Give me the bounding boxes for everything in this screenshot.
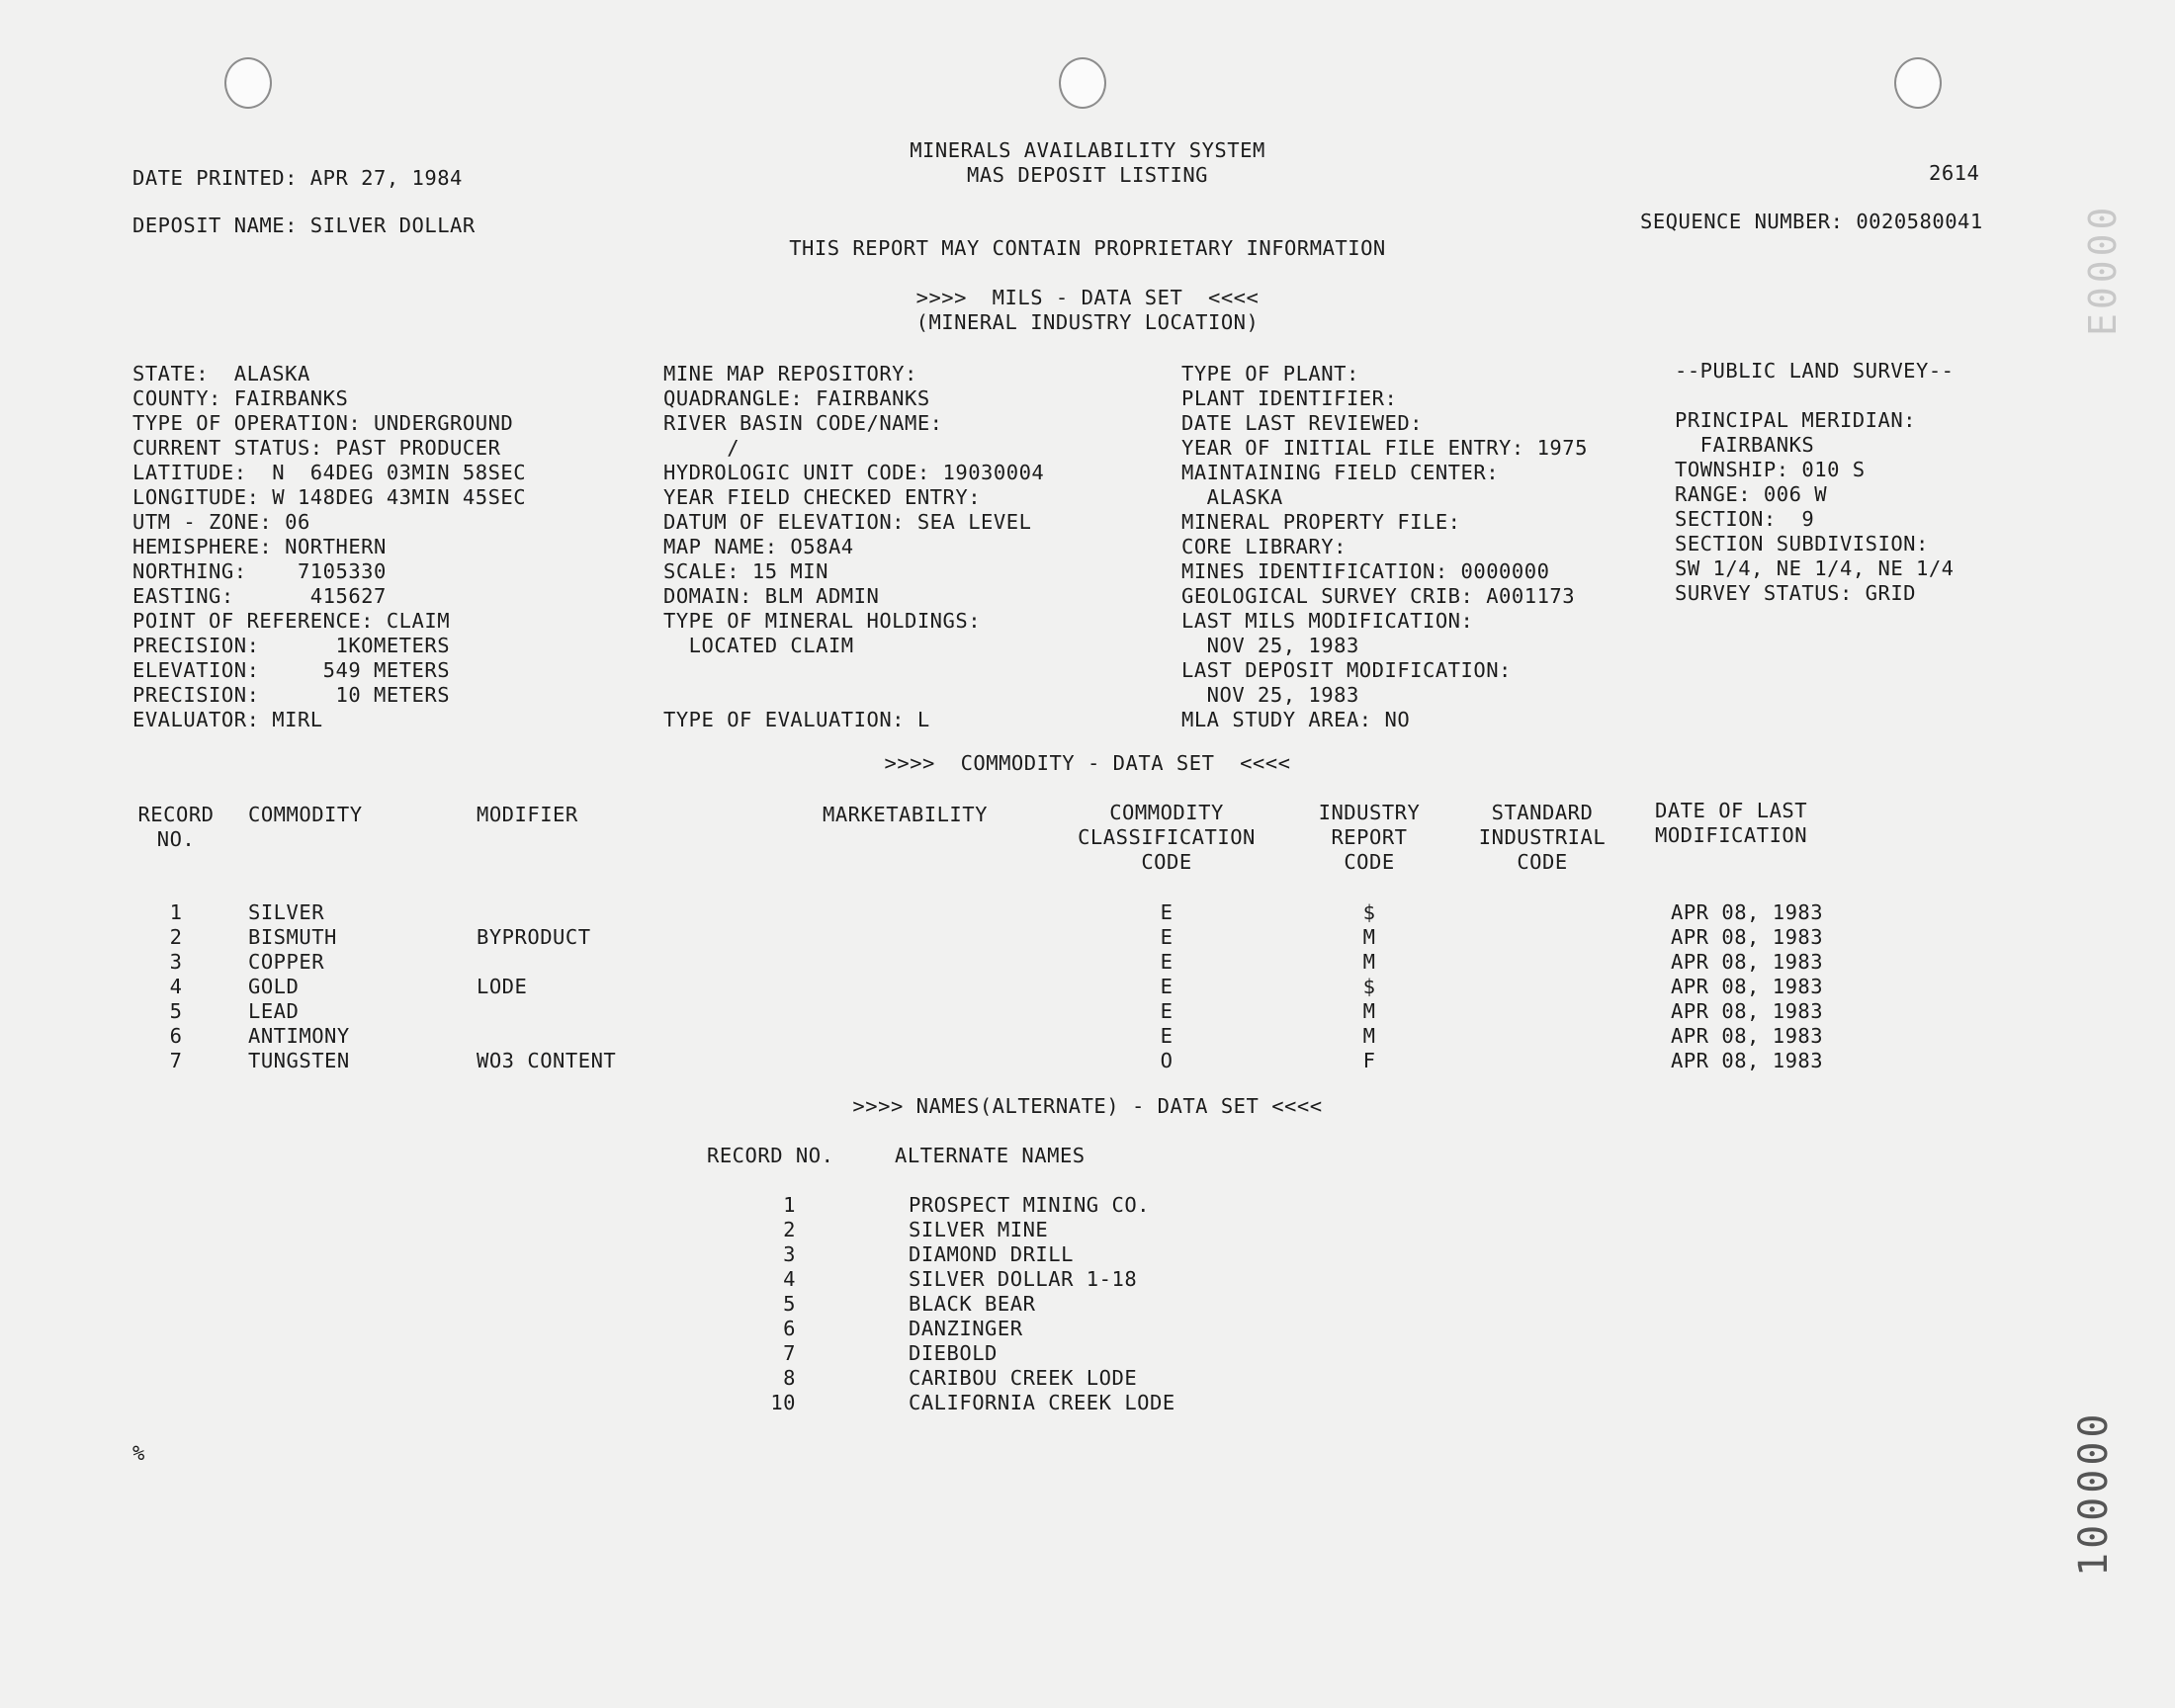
header-standard — [1458, 801, 1626, 875]
modifier-cell: LODE — [477, 975, 528, 998]
mils-map-line: MINE MAP REPOSITORY: — [663, 362, 917, 385]
mils-location-line: ELEVATION: 549 METERS — [132, 658, 451, 682]
mils-subheading: (MINERAL INDUSTRY LOCATION) — [915, 310, 1260, 334]
mils-file-line: MAINTAINING FIELD CENTER: — [1181, 461, 1500, 484]
record-no-cell: 4 — [169, 975, 183, 998]
names-header-record: RECORD NO. — [707, 1144, 834, 1167]
listing-title: MAS DEPOSIT LISTING — [967, 163, 1208, 187]
table-row — [0, 1024, 2175, 1049]
commodity-cell: BISMUTH — [248, 925, 337, 949]
land-survey-line: SURVEY STATUS: GRID — [1675, 581, 1916, 605]
alternate-name: BLACK BEAR — [909, 1292, 1036, 1316]
commodity-cell: ANTIMONY — [248, 1024, 350, 1048]
header-classification — [1048, 801, 1285, 875]
mils-map-line: SCALE: 15 MIN — [663, 559, 828, 583]
list-item — [0, 1366, 2175, 1391]
alternate-record-no: 3 — [783, 1242, 796, 1266]
header-commodity: COMMODITY — [248, 803, 363, 826]
alternate-name: PROSPECT MINING CO. — [909, 1193, 1150, 1217]
classification-code-cell: E — [1160, 999, 1174, 1023]
page-number: 2614 — [1929, 161, 1980, 185]
mils-map-line: / — [663, 436, 740, 460]
mils-location-line: LONGITUDE: W 148DEG 43MIN 45SEC — [132, 485, 527, 509]
header-classification-line2: CLASSIFICATION — [1078, 825, 1256, 849]
mils-map-line: DATUM OF ELEVATION: SEA LEVEL — [663, 510, 1032, 534]
industry-code-cell: $ — [1362, 975, 1376, 998]
mils-location-line: CURRENT STATUS: PAST PRODUCER — [132, 436, 501, 460]
alternate-record-no: 10 — [770, 1391, 796, 1414]
commodity-cell: LEAD — [248, 999, 300, 1023]
land-survey-line — [1675, 384, 1955, 408]
mils-map-line: LOCATED CLAIM — [663, 634, 854, 657]
classification-code-cell: E — [1160, 950, 1174, 974]
header-record — [127, 803, 225, 852]
mils-map-line: RIVER BASIN CODE/NAME: — [663, 411, 943, 435]
punch-hole-center — [1059, 57, 1106, 109]
table-row — [0, 975, 2175, 999]
alternate-record-no: 2 — [783, 1218, 796, 1241]
alternate-record-no: 4 — [783, 1267, 796, 1291]
classification-code-cell: E — [1160, 925, 1174, 949]
commodity-cell: TUNGSTEN — [248, 1049, 350, 1072]
mils-location-line: UTM - ZONE: 06 — [132, 510, 310, 534]
industry-code-cell: M — [1362, 950, 1376, 974]
list-item — [0, 1267, 2175, 1292]
mils-file-line: MINES IDENTIFICATION: 0000000 — [1181, 559, 1550, 583]
alternate-record-no: 8 — [783, 1366, 796, 1390]
record-no-cell: 1 — [169, 900, 183, 924]
percent-mark: % — [132, 1441, 145, 1465]
alternate-name: SILVER MINE — [909, 1218, 1049, 1241]
mils-location-line: COUNTY: FAIRBANKS — [132, 386, 349, 410]
mils-map-line — [663, 683, 1044, 708]
commodity-heading: >>>> COMMODITY - DATA SET <<<< — [884, 751, 1291, 775]
table-row — [0, 1049, 2175, 1073]
header-standard-line1: STANDARD — [1491, 801, 1594, 824]
mils-map-column — [663, 362, 1044, 732]
modification-date-cell: APR 08, 1983 — [1671, 1024, 1824, 1048]
record-no-cell: 7 — [169, 1049, 183, 1072]
punch-hole-right — [1894, 57, 1942, 109]
header-record-line1: RECORD — [137, 803, 215, 826]
record-no-cell: 2 — [169, 925, 183, 949]
header-record-line2: NO. — [156, 827, 196, 851]
mils-file-line: LAST MILS MODIFICATION: — [1181, 609, 1474, 633]
mils-heading: >>>> MILS - DATA SET <<<< — [915, 286, 1260, 309]
mils-map-line: MAP NAME: O58A4 — [663, 535, 854, 558]
record-no-cell: 6 — [169, 1024, 183, 1048]
header-date-line1: DATE OF LAST — [1655, 799, 1808, 822]
mils-location-line: NORTHING: 7105330 — [132, 559, 387, 583]
mils-map-line — [663, 658, 1044, 683]
land-survey-line: RANGE: 006 W — [1675, 482, 1828, 506]
list-item — [0, 1391, 2175, 1415]
mils-file-line: CORE LIBRARY: — [1181, 535, 1347, 558]
modifier-cell: BYPRODUCT — [477, 925, 591, 949]
mils-map-line: QUADRANGLE: FAIRBANKS — [663, 386, 930, 410]
classification-code-cell: E — [1160, 975, 1174, 998]
mils-map-line: TYPE OF MINERAL HOLDINGS: — [663, 609, 982, 633]
mils-location-column — [132, 362, 526, 732]
list-item — [0, 1242, 2175, 1267]
mils-file-line: PLANT IDENTIFIER: — [1181, 386, 1398, 410]
date-printed: DATE PRINTED: APR 27, 1984 — [132, 166, 463, 190]
mils-map-line: HYDROLOGIC UNIT CODE: 19030004 — [663, 461, 1045, 484]
classification-code-cell: E — [1160, 1024, 1174, 1048]
table-row — [0, 925, 2175, 950]
land-survey-line: --PUBLIC LAND SURVEY-- — [1675, 359, 1955, 383]
mils-location-line: PRECISION: 1KOMETERS — [132, 634, 451, 657]
commodity-cell: SILVER — [248, 900, 325, 924]
names-header-names: ALTERNATE NAMES — [895, 1144, 1086, 1167]
alternate-name: DIEBOLD — [909, 1341, 998, 1365]
header-industry — [1295, 801, 1443, 875]
public-land-survey-column — [1675, 359, 1955, 606]
alternate-name: CALIFORNIA CREEK LODE — [909, 1391, 1175, 1414]
record-no-cell: 5 — [169, 999, 183, 1023]
mils-file-line: ALASKA — [1181, 485, 1283, 509]
mils-file-line: TYPE OF PLANT: — [1181, 362, 1359, 385]
mils-file-column — [1181, 362, 1588, 732]
punch-hole-left — [224, 57, 272, 109]
table-row — [0, 950, 2175, 975]
alternate-name: DANZINGER — [909, 1317, 1023, 1340]
modification-date-cell: APR 08, 1983 — [1671, 1049, 1824, 1072]
land-survey-line: FAIRBANKS — [1675, 433, 1815, 457]
deposit-name: DEPOSIT NAME: SILVER DOLLAR — [132, 214, 476, 237]
list-item — [0, 1317, 2175, 1341]
mils-location-line: PRECISION: 10 METERS — [132, 683, 451, 707]
header-standard-line3: CODE — [1517, 850, 1568, 874]
industry-code-cell: M — [1362, 999, 1376, 1023]
mils-file-line: LAST DEPOSIT MODIFICATION: — [1181, 658, 1512, 682]
mils-location-line: TYPE OF OPERATION: UNDERGROUND — [132, 411, 514, 435]
table-row — [0, 900, 2175, 925]
alternate-record-no: 5 — [783, 1292, 796, 1316]
header-industry-line2: REPORT — [1331, 825, 1408, 849]
header-industry-line1: INDUSTRY — [1318, 801, 1421, 824]
modification-date-cell: APR 08, 1983 — [1671, 900, 1824, 924]
mils-map-line: TYPE OF EVALUATION: L — [663, 708, 930, 731]
header-classification-line3: CODE — [1141, 850, 1192, 874]
faint-side-stamp: E0000 — [2081, 203, 2125, 336]
header-industry-line3: CODE — [1344, 850, 1395, 874]
commodity-cell: COPPER — [248, 950, 325, 974]
alternate-record-no: 6 — [783, 1317, 796, 1340]
list-item — [0, 1193, 2175, 1218]
sequence-number: SEQUENCE NUMBER: 0020580041 — [1640, 210, 1983, 233]
list-item — [0, 1341, 2175, 1366]
mils-map-line: YEAR FIELD CHECKED ENTRY: — [663, 485, 982, 509]
names-heading: >>>> NAMES(ALTERNATE) - DATA SET <<<< — [852, 1094, 1323, 1118]
mils-file-line: MINERAL PROPERTY FILE: — [1181, 510, 1461, 534]
mils-location-line: LATITUDE: N 64DEG 03MIN 58SEC — [132, 461, 527, 484]
modification-date-cell: APR 08, 1983 — [1671, 950, 1824, 974]
land-survey-line: SW 1/4, NE 1/4, NE 1/4 — [1675, 556, 1955, 580]
header-date — [1655, 799, 1807, 848]
classification-code-cell: E — [1160, 900, 1174, 924]
header-marketability: MARKETABILITY — [823, 803, 988, 826]
table-row — [0, 999, 2175, 1024]
land-survey-line: SECTION SUBDIVISION: — [1675, 532, 1929, 555]
mils-file-line: NOV 25, 1983 — [1181, 683, 1359, 707]
commodity-cell: GOLD — [248, 975, 300, 998]
classification-code-cell: O — [1160, 1049, 1174, 1072]
modification-date-cell: APR 08, 1983 — [1671, 925, 1824, 949]
system-title: MINERALS AVAILABILITY SYSTEM — [910, 138, 1265, 162]
list-item — [0, 1218, 2175, 1242]
header-classification-line1: COMMODITY — [1109, 801, 1224, 824]
mils-file-line: DATE LAST REVIEWED: — [1181, 411, 1423, 435]
industry-code-cell: F — [1362, 1049, 1376, 1072]
mils-map-line: DOMAIN: BLM ADMIN — [663, 584, 880, 608]
mils-location-line: POINT OF REFERENCE: CLAIM — [132, 609, 451, 633]
alternate-record-no: 7 — [783, 1341, 796, 1365]
land-survey-line: SECTION: 9 — [1675, 507, 1815, 531]
modification-date-cell: APR 08, 1983 — [1671, 975, 1824, 998]
list-item — [0, 1292, 2175, 1317]
header-modifier: MODIFIER — [477, 803, 578, 826]
mils-file-line: MLA STUDY AREA: NO — [1181, 708, 1411, 731]
mils-location-line: EASTING: 415627 — [132, 584, 387, 608]
industry-code-cell: $ — [1362, 900, 1376, 924]
land-survey-line: PRINCIPAL MERIDIAN: — [1675, 408, 1916, 432]
header-standard-line2: INDUSTRIAL — [1478, 825, 1607, 849]
mils-location-line: EVALUATOR: MIRL — [132, 708, 323, 731]
side-stamp-number: 100000 — [2071, 1409, 2117, 1577]
alternate-name: CARIBOU CREEK LODE — [909, 1366, 1138, 1390]
land-survey-line: TOWNSHIP: 010 S — [1675, 458, 1866, 481]
alternate-name: SILVER DOLLAR 1-18 — [909, 1267, 1138, 1291]
mils-file-line: NOV 25, 1983 — [1181, 634, 1359, 657]
mils-location-line: STATE: ALASKA — [132, 362, 310, 385]
mils-location-line: HEMISPHERE: NORTHERN — [132, 535, 387, 558]
record-no-cell: 3 — [169, 950, 183, 974]
modification-date-cell: APR 08, 1983 — [1671, 999, 1824, 1023]
modifier-cell: WO3 CONTENT — [477, 1049, 617, 1072]
proprietary-notice: THIS REPORT MAY CONTAIN PROPRIETARY INFORMATION — [789, 236, 1386, 260]
industry-code-cell: M — [1362, 925, 1376, 949]
header-date-line2: MODIFICATION — [1655, 823, 1808, 847]
mils-file-line: YEAR OF INITIAL FILE ENTRY: 1975 — [1181, 436, 1588, 460]
alternate-record-no: 1 — [783, 1193, 796, 1217]
mils-file-line: GEOLOGICAL SURVEY CRIB: A001173 — [1181, 584, 1576, 608]
industry-code-cell: M — [1362, 1024, 1376, 1048]
alternate-name: DIAMOND DRILL — [909, 1242, 1074, 1266]
